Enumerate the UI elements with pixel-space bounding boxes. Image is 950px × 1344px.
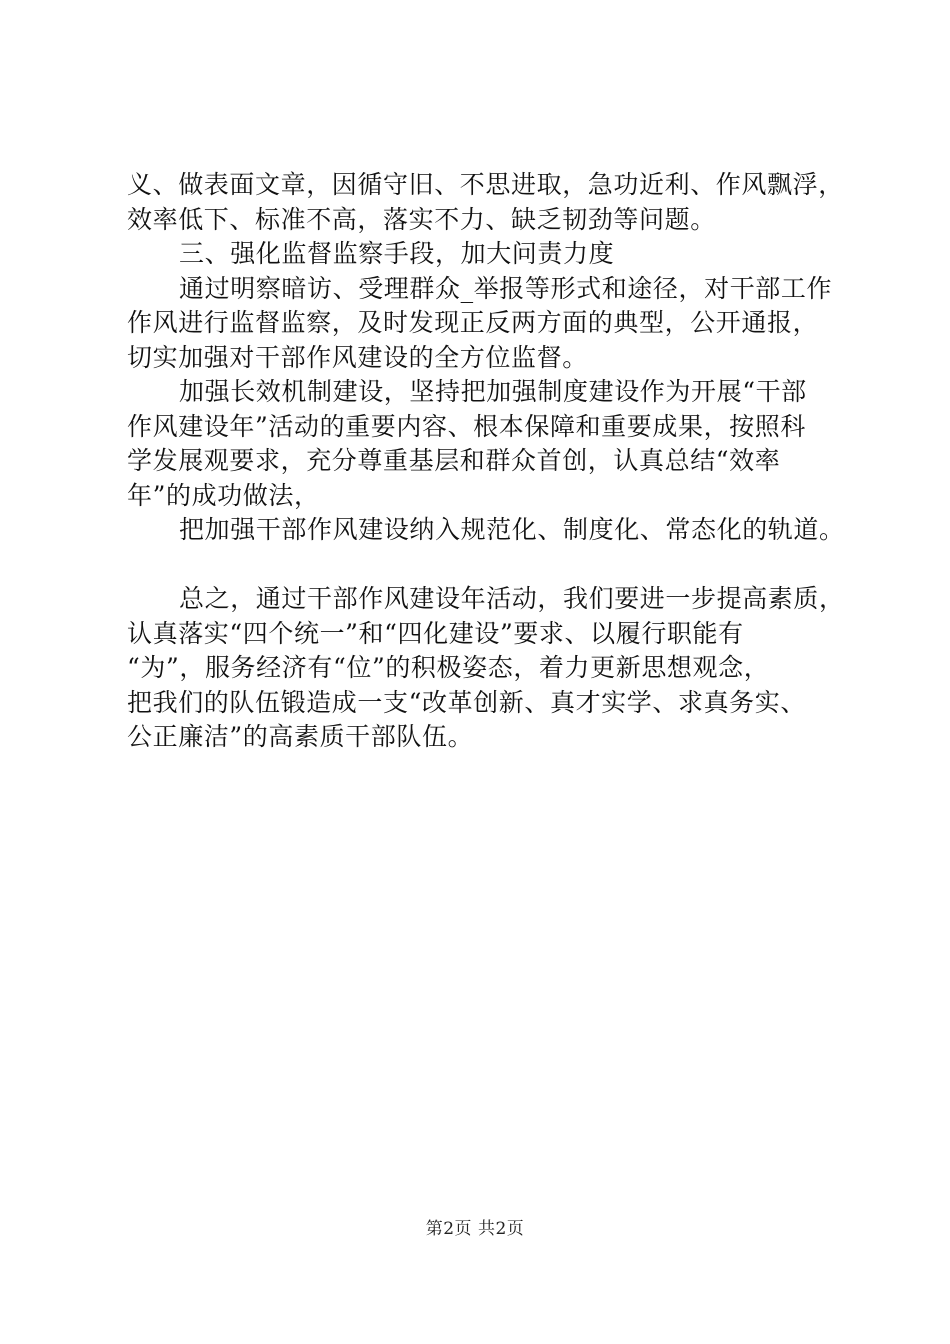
- text-line: 把我们的队伍锻造成一支“改革创新、真才实学、求真务实、: [127, 687, 806, 717]
- document-body: [127, 168, 867, 755]
- text-line: 作风建设年”活动的重要内容、根本保障和重要成果，按照科: [127, 411, 806, 441]
- text-line: 学发展观要求，充分尊重基层和群众首创，认真总结“效率: [127, 446, 781, 475]
- text-line: 加强长效机制建设，坚持把加强制度建设作为开展“干部: [179, 377, 807, 406]
- text-line: 公正廉洁”的高素质干部队伍。: [127, 722, 474, 751]
- text-line: 作风进行监督监察，及时发现正反两方面的典型，公开通报，: [127, 308, 819, 337]
- blank-line: [127, 548, 867, 583]
- text-line: 通过明察暗访、受理群众_举报等形式和途径，对干部工作: [179, 273, 833, 303]
- page-number-footer: 第2页 共2页: [425, 1219, 525, 1239]
- text-line: 切实加强对干部作风建设的全方位监督。: [127, 342, 588, 372]
- text-line: 总之，通过干部作风建设年活动，我们要进一步提高素质，: [179, 584, 845, 613]
- text-line: 义、做表面文章，因循守旧、不思进取，急功近利、作风飘浮，: [127, 170, 844, 199]
- text-line: 把加强干部作风建设纳入规范化、制度化、常态化的轨道。: [179, 515, 845, 544]
- text-line: 年”的成功做法，: [127, 480, 320, 510]
- text-line: “为”，服务经济有“位”的积极姿态，着力更新思想观念，: [127, 653, 770, 682]
- text-line: 效率低下、标准不高，落实不力、缺乏韧劲等问题。: [127, 204, 716, 234]
- section-heading: 三、强化监督监察手段，加大问责力度: [179, 239, 615, 268]
- text-line: 认真落实“四个统一”和“四化建设”要求、以履行职能有: [127, 618, 744, 648]
